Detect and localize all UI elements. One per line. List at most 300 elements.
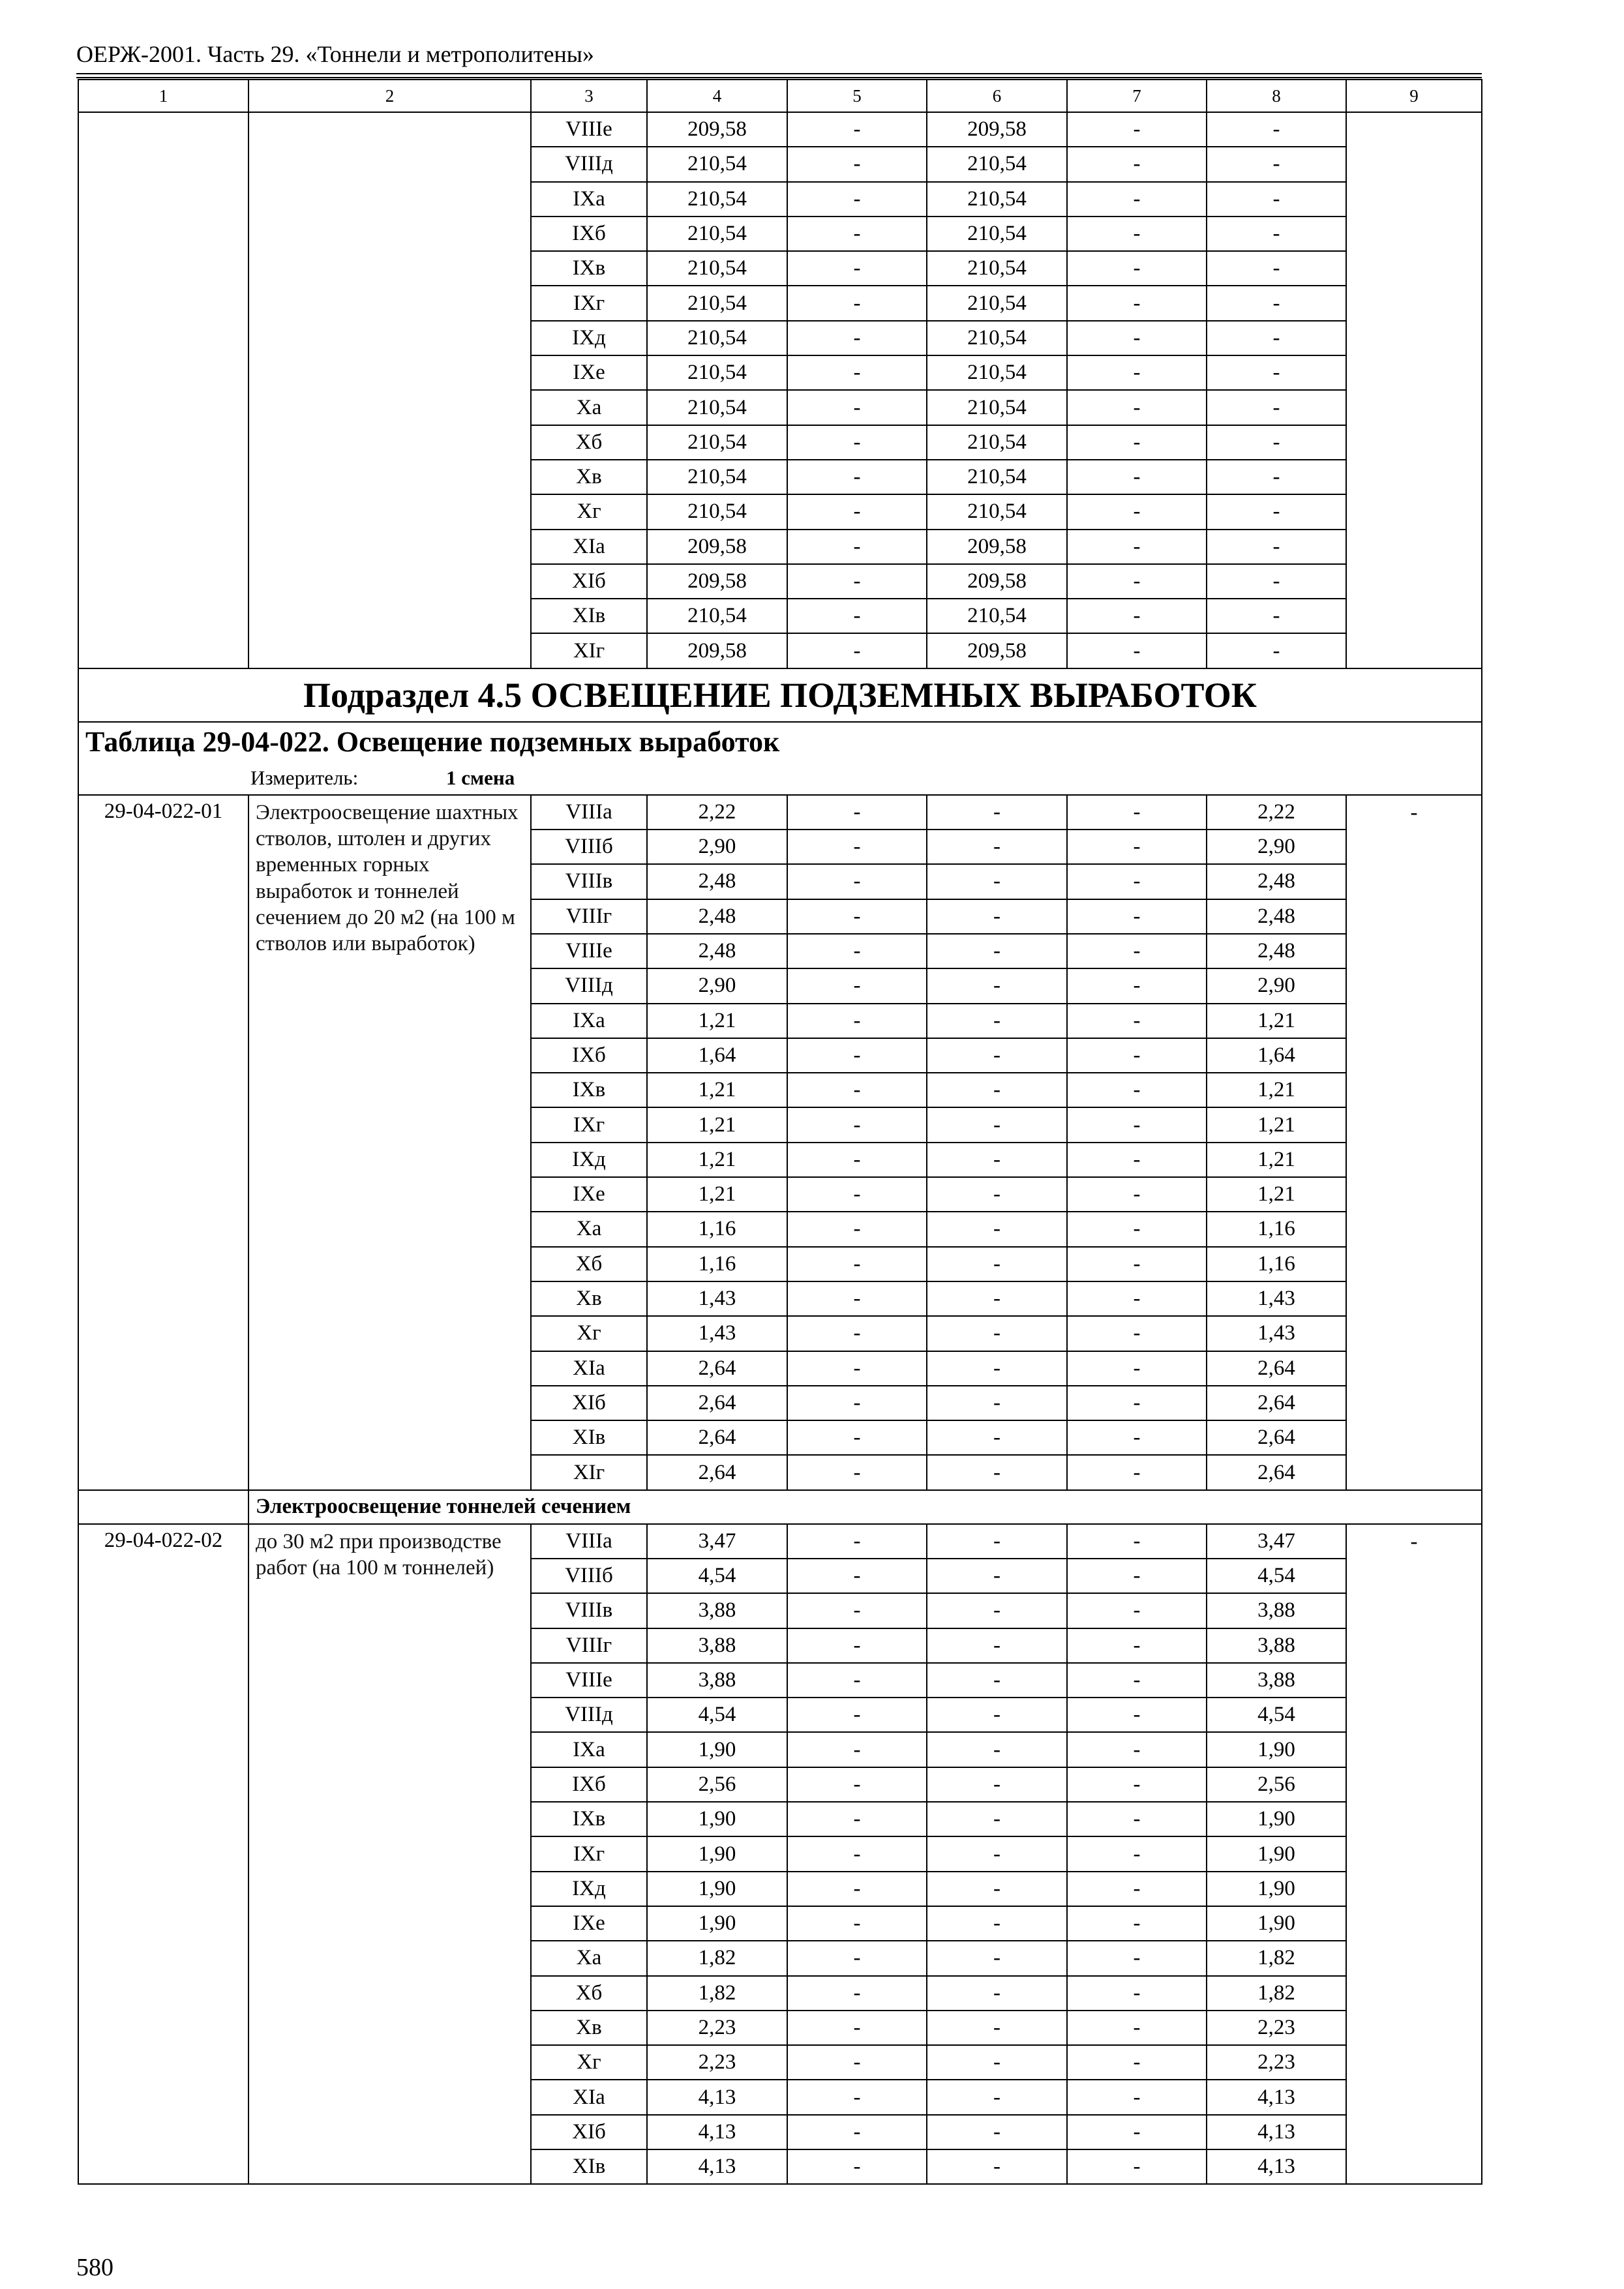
table-cell: -	[1067, 321, 1207, 355]
table-cell: VIIIб	[531, 1559, 647, 1593]
table-cell: 210,54	[647, 390, 787, 425]
group-header-row	[78, 1490, 1482, 1524]
table-cell: -	[1067, 147, 1207, 181]
table-cell: -	[1067, 1872, 1207, 1906]
table-cell: -	[787, 2115, 927, 2149]
table-cell: 4,54	[647, 1698, 787, 1732]
table-cell: VIIIд	[531, 968, 647, 1003]
table-cell: 3,88	[647, 1663, 787, 1698]
table-cell: -	[927, 1872, 1067, 1906]
table-cell: -	[927, 1593, 1067, 1628]
table-row	[78, 112, 1482, 147]
table-cell: -	[1067, 1281, 1207, 1316]
table-cell: -	[927, 1941, 1067, 1975]
table-cell: -	[927, 1038, 1067, 1073]
table-cell: 2,48	[1207, 899, 1346, 934]
table-cell: -	[787, 2080, 927, 2114]
table-cell: -	[927, 2115, 1067, 2149]
table-cell: IXв	[531, 251, 647, 286]
table-cell: -	[1067, 1177, 1207, 1212]
table-cell: IXе	[531, 1906, 647, 1941]
table-cell: -	[927, 1177, 1067, 1212]
item-code: 29-04-022-01	[78, 795, 248, 1490]
table-cell: -	[927, 1247, 1067, 1281]
table-cell: -	[1067, 1593, 1207, 1628]
table-cell: -	[1067, 1038, 1207, 1073]
table-cell: 210,54	[647, 425, 787, 460]
table-cell: -	[927, 795, 1067, 830]
table-cell: -	[927, 1628, 1067, 1663]
table-cell: -	[1067, 1802, 1207, 1836]
table-cell: -	[787, 286, 927, 320]
table-cell: 4,13	[647, 2080, 787, 2114]
table-cell: -	[927, 1767, 1067, 1802]
table-cell: 2,64	[1207, 1420, 1346, 1455]
table-cell: 4,13	[647, 2149, 787, 2184]
table-cell: -	[1067, 1732, 1207, 1767]
table-cell: -	[1067, 1663, 1207, 1698]
table-cell: Xа	[531, 1941, 647, 1975]
table-cell: 1,21	[1207, 1004, 1346, 1038]
table-cell: -	[927, 1107, 1067, 1142]
table-cell: 210,54	[927, 390, 1067, 425]
table-cell: 1,21	[647, 1004, 787, 1038]
table-cell: -	[787, 1143, 927, 1177]
table-cell: -	[787, 564, 927, 599]
table-cell: -	[787, 599, 927, 633]
table-cell: -	[787, 1038, 927, 1073]
meter-row	[78, 762, 1482, 795]
table-cell: 209,58	[647, 530, 787, 564]
table-cell: -	[787, 1351, 927, 1386]
table-cell: VIIIв	[531, 1593, 647, 1628]
table-cell: -	[1067, 2011, 1207, 2045]
table-cell: -	[927, 1351, 1067, 1386]
table-cell: -	[927, 968, 1067, 1003]
table-cell: -	[1207, 425, 1346, 460]
table-cell: IXб	[531, 217, 647, 251]
meter-unit: 1 смена	[446, 766, 515, 790]
table-cell: -	[1067, 1107, 1207, 1142]
table-cell: -	[787, 1455, 927, 1489]
table-cell: 3,88	[1207, 1628, 1346, 1663]
table-cell: -	[927, 1802, 1067, 1836]
table-cell: -	[787, 899, 927, 934]
column-number: 5	[787, 80, 927, 112]
table-cell: 2,23	[1207, 2011, 1346, 2045]
table-cell: -	[927, 864, 1067, 899]
table-cell: -	[787, 830, 927, 864]
table-cell: 1,90	[1207, 1906, 1346, 1941]
column-number: 4	[647, 80, 787, 112]
table-cell: -	[787, 1004, 927, 1038]
column-number: 9	[1346, 80, 1482, 112]
table-cell: -	[1067, 1247, 1207, 1281]
table-cell: -	[787, 1073, 927, 1107]
table-cell: -	[1207, 147, 1346, 181]
table-cell: 2,23	[647, 2011, 787, 2045]
table-cell: 1,90	[1207, 1802, 1346, 1836]
table-cell: 209,58	[927, 633, 1067, 668]
meter-cell	[78, 762, 1482, 795]
table-cell: Xг	[531, 494, 647, 529]
column-number: 3	[531, 80, 647, 112]
table-cell: -	[787, 390, 927, 425]
table-cell: 210,54	[647, 355, 787, 390]
table-cell: 2,48	[647, 864, 787, 899]
table-cell: -	[1207, 564, 1346, 599]
table-cell: 210,54	[647, 599, 787, 633]
table-cell: 4,54	[647, 1559, 787, 1593]
table-cell: -	[1067, 633, 1207, 668]
table-cell: 1,21	[647, 1107, 787, 1142]
table-cell: 2,56	[647, 1767, 787, 1802]
table-cell: -	[787, 321, 927, 355]
table-cell: 1,64	[1207, 1038, 1346, 1073]
table-cell: -	[1067, 494, 1207, 529]
table-cell: IXб	[531, 1038, 647, 1073]
table-cell: -	[927, 830, 1067, 864]
table-cell: -	[787, 1906, 927, 1941]
table-cell: 2,64	[1207, 1351, 1346, 1386]
table-cell: 1,64	[647, 1038, 787, 1073]
table-cell: -	[927, 1420, 1067, 1455]
subsection-title: Подраздел 4.5 ОСВЕЩЕНИЕ ПОДЗЕМНЫХ ВЫРАБОТОК	[78, 668, 1482, 722]
table-cell: -	[1207, 599, 1346, 633]
table-cell: -	[927, 2080, 1067, 2114]
table-cell: 1,21	[647, 1143, 787, 1177]
table-cell: XIв	[531, 2149, 647, 2184]
table-cell: 209,58	[647, 564, 787, 599]
table-cell: IXг	[531, 286, 647, 320]
table-cell: -	[787, 1559, 927, 1593]
table-cell: XIа	[531, 530, 647, 564]
table-cell: -	[787, 530, 927, 564]
table-cell: 3,88	[647, 1628, 787, 1663]
table-cell: Xг	[531, 2045, 647, 2080]
table-cell: VIIIб	[531, 830, 647, 864]
table-cell: 2,48	[1207, 934, 1346, 968]
table-cell: -	[787, 1732, 927, 1767]
table-cell: IXв	[531, 1073, 647, 1107]
table-cell: 210,54	[927, 182, 1067, 217]
table-cell: Xв	[531, 460, 647, 494]
table-cell: -	[787, 934, 927, 968]
table-cell: -	[787, 864, 927, 899]
table-cell: 2,64	[647, 1386, 787, 1420]
table-cell: -	[787, 1177, 927, 1212]
table-cell: -	[787, 1212, 927, 1246]
table-cell: 1,21	[1207, 1177, 1346, 1212]
table-cell: 210,54	[927, 355, 1067, 390]
table-cell: IXе	[531, 1177, 647, 1212]
table-cell: 210,54	[647, 147, 787, 181]
column-number: 6	[927, 80, 1067, 112]
table-cell: 209,58	[927, 112, 1067, 147]
table-cell: 1,90	[647, 1802, 787, 1836]
table-cell: -	[1067, 1524, 1207, 1559]
table-cell: -	[787, 460, 927, 494]
table-cell: XIг	[531, 1455, 647, 1489]
table-cell: -	[1207, 460, 1346, 494]
table-cell: -	[1067, 390, 1207, 425]
table-cell: 2,90	[1207, 830, 1346, 864]
table-cell: -	[787, 1420, 927, 1455]
table-cell: 209,58	[927, 530, 1067, 564]
table-cell: IXа	[531, 1004, 647, 1038]
table-cell: 1,82	[647, 1941, 787, 1975]
table-cell: IXд	[531, 321, 647, 355]
table-cell: -	[1067, 564, 1207, 599]
table-cell: VIIIв	[531, 864, 647, 899]
table-cell: -	[787, 2149, 927, 2184]
table-cell: -	[787, 1663, 927, 1698]
table-cell: -	[1067, 1212, 1207, 1246]
table-cell: -	[1067, 286, 1207, 320]
item-col9: -	[1346, 1524, 1482, 2185]
header-rule-double	[76, 77, 1482, 78]
table-cell: 2,90	[647, 830, 787, 864]
table-cell: XIв	[531, 1420, 647, 1455]
column-number: 2	[248, 80, 531, 112]
group-header: Электроосвещение тоннелей сечением	[248, 1490, 1482, 1524]
table-cell: -	[927, 1455, 1067, 1489]
table-cell: -	[787, 1281, 927, 1316]
table-cell: Xа	[531, 390, 647, 425]
table-row	[78, 1524, 1482, 1559]
column-number-row	[78, 80, 1482, 112]
table-cell: -	[1067, 1455, 1207, 1489]
table-cell: -	[927, 1524, 1067, 1559]
table-cell: 2,64	[1207, 1386, 1346, 1420]
table-cell: -	[1067, 2149, 1207, 2184]
table-cell: -	[787, 1941, 927, 1975]
table-cell: -	[927, 1976, 1067, 2011]
table-cell: 3,88	[647, 1593, 787, 1628]
table-cell: VIIIг	[531, 1628, 647, 1663]
table-cell: -	[787, 1107, 927, 1142]
table-cell: -	[787, 112, 927, 147]
table-cell: -	[1067, 830, 1207, 864]
code-cell	[78, 112, 248, 668]
table-cell: -	[787, 182, 927, 217]
page-header: ОЕРЖ-2001. Часть 29. «Тоннели и метрополитены»	[76, 41, 594, 67]
table-cell: -	[1067, 795, 1207, 830]
item-col9: -	[1346, 795, 1482, 1490]
table-cell: -	[1067, 1628, 1207, 1663]
table-cell: VIIIе	[531, 1663, 647, 1698]
table-cell: -	[927, 1143, 1067, 1177]
table-cell: -	[927, 1281, 1067, 1316]
table-cell: -	[787, 1802, 927, 1836]
table-cell: -	[1207, 112, 1346, 147]
group-header-spacer	[78, 1490, 248, 1524]
table-cell: 1,43	[1207, 1281, 1346, 1316]
table-cell: -	[927, 1698, 1067, 1732]
table-cell: 2,56	[1207, 1767, 1346, 1802]
table-cell: -	[1207, 182, 1346, 217]
table-cell: Xа	[531, 1212, 647, 1246]
table-cell: 210,54	[927, 147, 1067, 181]
table-cell: -	[787, 968, 927, 1003]
table-cell: 4,13	[647, 2115, 787, 2149]
table-cell: 1,16	[647, 1212, 787, 1246]
table-cell: -	[787, 217, 927, 251]
table-cell: IXг	[531, 1107, 647, 1142]
table-row	[78, 795, 1482, 830]
table-cell: -	[927, 1073, 1067, 1107]
table-cell: 1,90	[647, 1872, 787, 1906]
table-cell: IXг	[531, 1836, 647, 1871]
table-cell: 2,22	[1207, 795, 1346, 830]
table-cell: -	[927, 1316, 1067, 1351]
table-cell: -	[1067, 2080, 1207, 2114]
table-cell: 1,43	[1207, 1316, 1346, 1351]
table-cell: 210,54	[647, 460, 787, 494]
table-cell: -	[1067, 530, 1207, 564]
table-cell: 1,21	[1207, 1143, 1346, 1177]
table-cell: -	[787, 1247, 927, 1281]
page-number: 580	[76, 2254, 113, 2281]
table-cell: -	[1067, 1906, 1207, 1941]
table-cell: IXе	[531, 355, 647, 390]
table-cell: 3,47	[1207, 1524, 1346, 1559]
table-cell: -	[1067, 460, 1207, 494]
table-cell: -	[787, 425, 927, 460]
table-cell: 1,90	[647, 1906, 787, 1941]
table-cell: XIг	[531, 633, 647, 668]
table-cell: 210,54	[647, 217, 787, 251]
table-cell: 210,54	[647, 494, 787, 529]
table-cell: 2,90	[1207, 968, 1346, 1003]
table-cell: XIб	[531, 1386, 647, 1420]
table-cell: -	[1207, 321, 1346, 355]
table-cell: 210,54	[647, 251, 787, 286]
table-cell: 210,54	[927, 251, 1067, 286]
column-number: 7	[1067, 80, 1207, 112]
table-cell: 210,54	[927, 494, 1067, 529]
table-cell: 1,82	[1207, 1976, 1346, 2011]
table-cell: Xг	[531, 1316, 647, 1351]
table-cell: -	[927, 1212, 1067, 1246]
table-cell: -	[1067, 425, 1207, 460]
table-cell: -	[927, 1906, 1067, 1941]
table-cell: -	[1067, 968, 1207, 1003]
table-cell: 1,90	[1207, 1872, 1346, 1906]
table-cell: -	[787, 2011, 927, 2045]
table-cell: VIIIа	[531, 795, 647, 830]
table-cell: -	[787, 1386, 927, 1420]
table-cell: -	[1207, 217, 1346, 251]
table-cell: VIIIе	[531, 112, 647, 147]
table-cell: 2,90	[647, 968, 787, 1003]
table-cell: XIб	[531, 564, 647, 599]
table-cell: -	[787, 2045, 927, 2080]
table-cell: 2,64	[1207, 1455, 1346, 1489]
table-cell: 1,16	[1207, 1212, 1346, 1246]
table-cell: 4,13	[1207, 2080, 1346, 2114]
table-cell: 1,90	[1207, 1836, 1346, 1871]
table-cell: 1,43	[647, 1281, 787, 1316]
table-cell: -	[1067, 1767, 1207, 1802]
table-cell: 4,54	[1207, 1559, 1346, 1593]
table-cell: -	[927, 899, 1067, 934]
table-cell: 1,21	[1207, 1107, 1346, 1142]
table-cell: 210,54	[927, 217, 1067, 251]
table-cell: XIа	[531, 2080, 647, 2114]
description-cell	[248, 112, 531, 668]
table-cell: -	[927, 2149, 1067, 2184]
table-cell: -	[1067, 1316, 1207, 1351]
table-cell: 3,88	[1207, 1593, 1346, 1628]
table-cell: -	[787, 494, 927, 529]
column-number: 8	[1207, 80, 1346, 112]
table-cell: -	[1067, 1559, 1207, 1593]
table-cell: IXа	[531, 182, 647, 217]
table-cell: -	[1067, 1836, 1207, 1871]
table-cell: -	[787, 1698, 927, 1732]
table-cell: 1,90	[1207, 1732, 1346, 1767]
meter-label: Измеритель:	[250, 766, 359, 790]
table-cell: IXв	[531, 1802, 647, 1836]
table-cell: -	[1067, 1073, 1207, 1107]
rates-table	[78, 79, 1482, 2185]
table-cell: 1,82	[1207, 1941, 1346, 1975]
table-cell: -	[787, 1524, 927, 1559]
table-cell: -	[1207, 390, 1346, 425]
table-cell: 2,48	[647, 899, 787, 934]
table-cell: Xб	[531, 425, 647, 460]
table-cell: -	[1207, 633, 1346, 668]
table-cell: XIб	[531, 2115, 647, 2149]
table-cell: -	[1067, 2115, 1207, 2149]
table-cell: -	[927, 1386, 1067, 1420]
table-cell: 2,64	[647, 1420, 787, 1455]
table-cell: 1,16	[647, 1247, 787, 1281]
table-cell: -	[1067, 355, 1207, 390]
table-cell: -	[1067, 1386, 1207, 1420]
table-cell: 210,54	[647, 182, 787, 217]
table-cell: 2,64	[647, 1351, 787, 1386]
table-cell: -	[787, 1767, 927, 1802]
item-description: Электроосвещение шахтных стволов, штолен и других временных горных выработок и тоннелей сечением до 20 м2 (на 100 м стволов или выработок)	[248, 795, 531, 1490]
table-cell: 3,47	[647, 1524, 787, 1559]
table-cell: -	[787, 1976, 927, 2011]
column-number: 1	[78, 80, 248, 112]
table-cell: 210,54	[927, 460, 1067, 494]
table-cell: -	[787, 147, 927, 181]
table-cell: XIв	[531, 599, 647, 633]
table-cell: -	[787, 633, 927, 668]
table-cell: 210,54	[647, 321, 787, 355]
table-cell: -	[1067, 217, 1207, 251]
table-cell: Xб	[531, 1976, 647, 2011]
table-cell: Xв	[531, 1281, 647, 1316]
table-cell: 1,21	[1207, 1073, 1346, 1107]
table-cell: 2,22	[647, 795, 787, 830]
table-cell: 210,54	[927, 425, 1067, 460]
table-cell: VIIIд	[531, 1698, 647, 1732]
table-cell: 210,54	[927, 321, 1067, 355]
table-cell: -	[927, 2045, 1067, 2080]
table-cell: 1,82	[647, 1976, 787, 2011]
table-cell: 4,13	[1207, 2115, 1346, 2149]
table-cell: -	[1067, 934, 1207, 968]
table-cell: 4,54	[1207, 1698, 1346, 1732]
table-cell: -	[1067, 112, 1207, 147]
table-cell: IXа	[531, 1732, 647, 1767]
table-cell: 1,21	[647, 1177, 787, 1212]
